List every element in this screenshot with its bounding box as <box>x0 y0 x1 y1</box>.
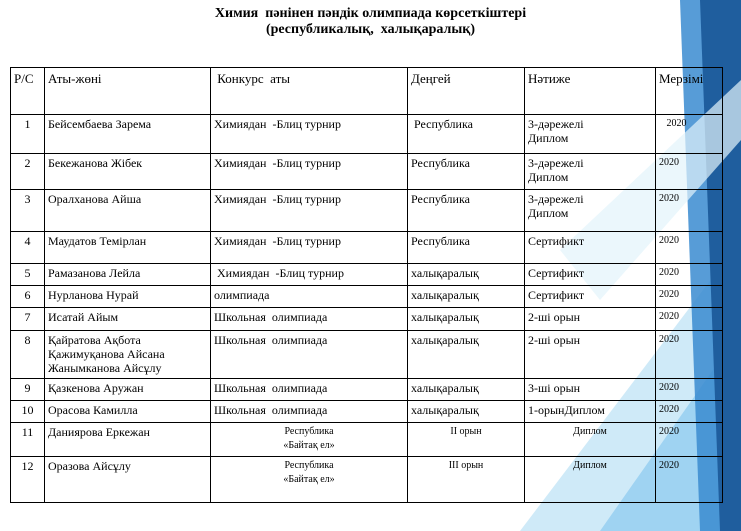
cell-level: халықаралық <box>408 378 525 400</box>
cell-level: халықаралық <box>408 286 525 308</box>
table-row <box>11 330 723 378</box>
cell-level: Республика <box>408 189 525 231</box>
cell-name: Қайратова Ақбота Қажимуқанова Айсана Жанымканова Айсұлу <box>45 330 211 378</box>
cell-contest: Химиядан -Блиц турнир <box>211 264 408 286</box>
col-header-name: Аты-жөні <box>45 68 211 115</box>
table-row <box>11 154 723 189</box>
cell-num: 3 <box>11 189 45 231</box>
cell-year: 2020 <box>656 154 723 189</box>
col-header-result: Нәтиже <box>525 68 656 115</box>
cell-num: 11 <box>11 423 45 456</box>
cell-contest: Школьная олимпиада <box>211 330 408 378</box>
cell-name: Бекежанова Жібек <box>45 154 211 189</box>
col-header-num: Р/С <box>11 68 45 115</box>
cell-result: 3-дәрежелі Диплом <box>525 115 656 154</box>
header-row <box>11 68 723 115</box>
cell-num: 6 <box>11 286 45 308</box>
cell-result: Диплом <box>525 456 656 503</box>
table-row <box>11 456 723 503</box>
cell-name: Бейсембаева Зарема <box>45 115 211 154</box>
table-row <box>11 231 723 263</box>
table-row <box>11 189 723 231</box>
cell-num: 4 <box>11 231 45 263</box>
cell-contest: Республика «Байтақ ел» <box>211 456 408 503</box>
cell-num: 8 <box>11 330 45 378</box>
cell-result: 1-орынДиплом <box>525 401 656 423</box>
cell-name: Рамазанова Лейла <box>45 264 211 286</box>
cell-level: халықаралық <box>408 401 525 423</box>
cell-contest: Химиядан -Блиц турнир <box>211 231 408 263</box>
cell-year: 2020 <box>656 423 723 456</box>
cell-year: 2020 <box>656 286 723 308</box>
olympiad-results-table <box>10 67 723 503</box>
cell-year: 2020 <box>656 189 723 231</box>
cell-result: Сертификт <box>525 264 656 286</box>
cell-contest: Химиядан -Блиц турнир <box>211 154 408 189</box>
cell-contest: Школьная олимпиада <box>211 401 408 423</box>
cell-level: халықаралық <box>408 330 525 378</box>
cell-level: Республика <box>408 115 525 154</box>
table-row <box>11 115 723 154</box>
cell-name: Оралханова Айша <box>45 189 211 231</box>
cell-result: 2-ші орын <box>525 308 656 330</box>
cell-num: 2 <box>11 154 45 189</box>
cell-num: 7 <box>11 308 45 330</box>
cell-num: 5 <box>11 264 45 286</box>
cell-year: 2020 <box>656 115 723 154</box>
cell-year: 2020 <box>656 401 723 423</box>
cell-year: 2020 <box>656 330 723 378</box>
cell-contest: Химиядан -Блиц турнир <box>211 189 408 231</box>
cell-year: 2020 <box>656 264 723 286</box>
cell-contest: Химиядан -Блиц турнир <box>211 115 408 154</box>
table-row <box>11 308 723 330</box>
cell-result: Сертификт <box>525 286 656 308</box>
cell-level: ІІ орын <box>408 423 525 456</box>
cell-contest: Республика «Байтақ ел» <box>211 423 408 456</box>
cell-num: 12 <box>11 456 45 503</box>
cell-num: 9 <box>11 378 45 400</box>
cell-result: Сертификт <box>525 231 656 263</box>
cell-level: ІІІ орын <box>408 456 525 503</box>
table-row <box>11 423 723 456</box>
cell-level: халықаралық <box>408 308 525 330</box>
cell-result: 3-дәрежелі Диплом <box>525 154 656 189</box>
cell-year: 2020 <box>656 378 723 400</box>
table-row <box>11 286 723 308</box>
cell-level: Республика <box>408 231 525 263</box>
cell-contest: Школьная олимпиада <box>211 378 408 400</box>
cell-contest: Школьная олимпиада <box>211 308 408 330</box>
cell-name: Оразова Айсұлу <box>45 456 211 503</box>
title-line-1: Химия пәнінен пәндік олимпиада көрсеткіштері <box>214 6 527 21</box>
cell-name: Даниярова Еркежан <box>45 423 211 456</box>
cell-contest: олимпиада <box>211 286 408 308</box>
table-row <box>11 264 723 286</box>
table-row <box>11 401 723 423</box>
cell-year: 2020 <box>656 456 723 503</box>
cell-result: 3-дәрежелі Диплом <box>525 189 656 231</box>
cell-name: Қазкенова Аружан <box>45 378 211 400</box>
cell-result: 3-ші орын <box>525 378 656 400</box>
cell-year: 2020 <box>656 231 723 263</box>
cell-name: Маудатов Темірлан <box>45 231 211 263</box>
col-header-level: Деңгей <box>408 68 525 115</box>
col-header-year: Мерзімі <box>656 68 723 115</box>
table-row <box>11 378 723 400</box>
cell-name: Исатай Айым <box>45 308 211 330</box>
cell-result: Диплом <box>525 423 656 456</box>
cell-result: 2-ші орын <box>525 330 656 378</box>
slide-title <box>0 6 741 38</box>
cell-name: Орасова Камилла <box>45 401 211 423</box>
title-line-2: (республикалық, халықаралық) <box>265 22 476 37</box>
cell-year: 2020 <box>656 308 723 330</box>
col-header-contest: Конкурс аты <box>211 68 408 115</box>
cell-num: 1 <box>11 115 45 154</box>
cell-level: халықаралық <box>408 264 525 286</box>
cell-level: Республика <box>408 154 525 189</box>
cell-num: 10 <box>11 401 45 423</box>
cell-name: Нурланова Нурай <box>45 286 211 308</box>
